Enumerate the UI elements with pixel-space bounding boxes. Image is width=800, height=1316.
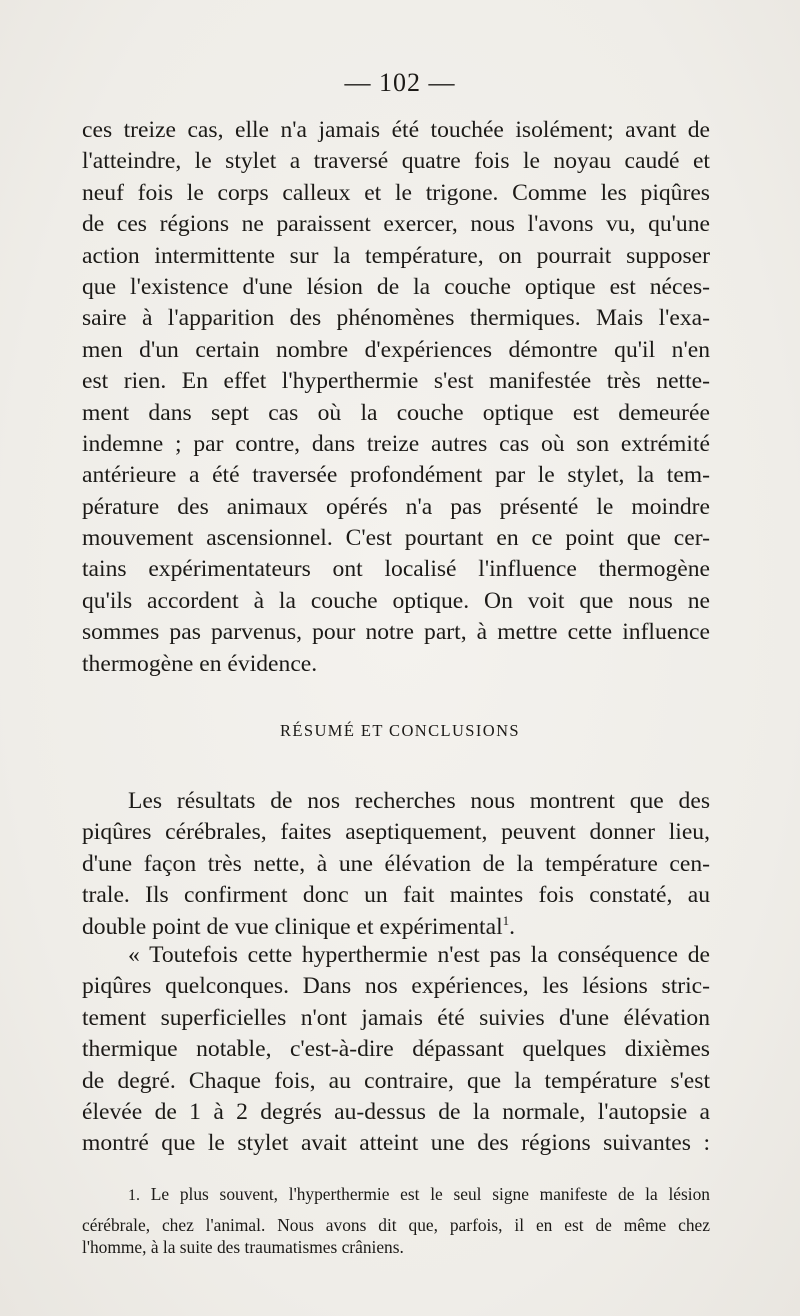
footnote-line — [82, 1183, 710, 1214]
paragraph-continuation — [82, 115, 710, 680]
text-line: double point de vue clinique et expérimental — [82, 913, 503, 940]
text-line: mouvement ascensionnel. C'est pourtant en ce point que cer- — [82, 525, 710, 552]
footnote-text: Le plus souvent, l'hyperthermie est le seul signe manifeste de la lésion — [150, 1184, 710, 1204]
footnote-line: cérébrale, chez l'animal. Nous avons dit que, parfois, il en est de même chez — [82, 1215, 710, 1236]
section-heading: RÉSUMÉ ET CONCLUSIONS — [280, 721, 520, 740]
footnote — [82, 1183, 710, 1258]
text-line: est rien. En effet l'hyperthermie s'est manifestée très nette- — [82, 368, 710, 395]
text-line: tains expérimentateurs ont localisé l'influence thermogène — [82, 556, 710, 583]
text-line: action intermittente sur la température, on pourrait supposer — [82, 242, 710, 269]
text-line: de ces régions ne paraissent exercer, nous l'avons vu, qu'une — [82, 211, 710, 238]
text-line: indemne ; par contre, dans treize autres cas où son extrémité — [82, 430, 710, 457]
footnote-marker: 1. — [128, 1187, 140, 1204]
paragraph-results — [82, 786, 710, 943]
text-line: Les résultats de nos recherches nous montrent que des — [128, 788, 710, 814]
text-line: saire à l'apparition des phénomènes thermiques. Mais l'exa- — [82, 305, 710, 332]
footnote-reference: 1 — [502, 912, 510, 928]
text-line: piqûres cérébrales, faites aseptiquement, peuvent donner lieu, — [82, 819, 710, 846]
sentence-end: . — [509, 913, 516, 940]
text-line: neuf fois le corps calleux et le trigone. Comme les piqûres — [82, 179, 710, 206]
text-line: élevée de 1 à 2 degrés au-dessus de la normale, l'autopsie a — [82, 1098, 710, 1125]
footnote-line: l'homme, à la suite des traumatismes crâniens. — [82, 1237, 404, 1258]
text-line: thermique notable, c'est-à-dire dépassant quelques dixièmes — [82, 1036, 710, 1063]
text-line: l'atteindre, le stylet a traversé quatre fois le noyau caudé et — [82, 148, 710, 175]
text-line: que l'existence d'une lésion de la couche optique est néces- — [82, 273, 710, 300]
text-line: ces treize cas, elle n'a jamais été touchée isolément; avant de — [82, 117, 710, 143]
text-line: thermogène en évidence. — [82, 650, 318, 677]
text-line: antérieure a été traversée profondément par le stylet, la tem- — [82, 462, 710, 489]
text-line: trale. Ils confirment donc un fait maintes fois constaté, au — [82, 882, 710, 909]
text-line: ment dans sept cas où la couche optique est demeurée — [82, 399, 710, 426]
text-line: pérature des animaux opérés n'a pas présenté le moindre — [82, 493, 710, 520]
page-number: — 102 — — [344, 68, 456, 97]
text-line: sommes pas parvenus, pour notre part, à mettre cette influence — [82, 619, 710, 646]
text-line: tement superficielles n'ont jamais été suivies d'une élévation — [82, 1004, 710, 1031]
text-line-with-footnote-ref — [82, 912, 710, 943]
text-line: men d'un certain nombre d'expériences démontre qu'il n'en — [82, 336, 710, 363]
text-line: qu'ils accordent à la couche optique. On voit que nous ne — [82, 587, 710, 614]
text-line: « Toutefois cette hyperthermie n'est pas la conséquence de — [128, 942, 710, 968]
text-line: d'une façon très nette, à une élévation de la température cen- — [82, 850, 710, 877]
text-line: montré que le stylet avait atteint une des régions suivantes : — [82, 1130, 710, 1157]
text-line: piqûres quelconques. Dans nos expériences, les lésions stric- — [82, 973, 710, 1000]
paragraph-quote — [82, 940, 710, 1160]
text-line: de degré. Chaque fois, au contraire, que la température s'est — [82, 1067, 710, 1094]
